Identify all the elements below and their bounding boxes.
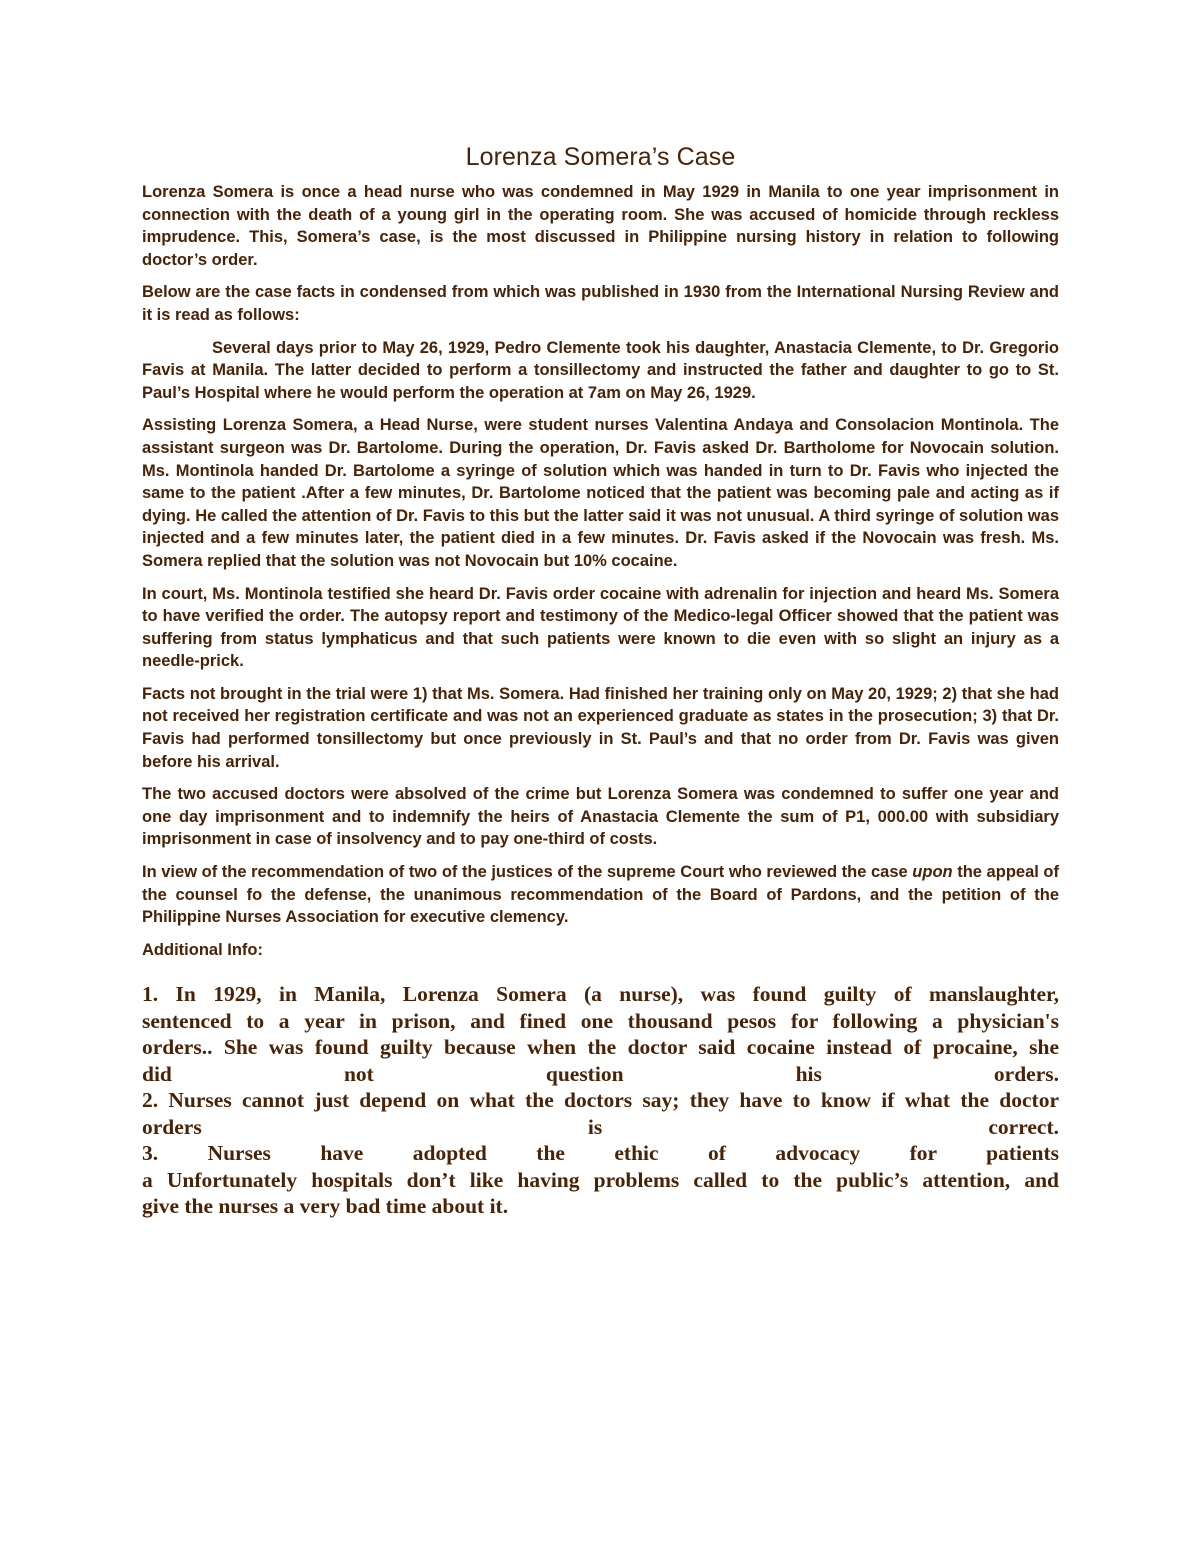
additional-line-5: 2. Nurses cannot just depend on what the doctors say; they have to know if what the doctor <box>142 1088 1059 1113</box>
paragraph-intro: Lorenza Somera is once a head nurse who was condemned in May 1929 in Manila to one year imprisonment in connection with the death of a young girl in the operating room. She was accused of homicide through reckless imprudence. This, Somera’s case, is the most discussed in Philippine nursing history in relation to following doctor’s order. <box>142 183 1059 269</box>
paragraph-case-facts-intro: Below are the case facts in condensed from which was published in 1930 from the International Nursing Review and it is read as follows: <box>142 283 1059 324</box>
clemency-text-after: the appeal of the counsel fo the defense, the unanimous recommendation of the Board of Pardons, and the petition of the Philippine Nurses Association for executive clemency. <box>142 863 1059 927</box>
paragraph-facts-not-brought: Facts not brought in the trial were 1) that Ms. Somera. Had finished her training only on May 20, 1929; 2) that she had not received her registration certificate and was not an experienced graduate as states in the prosecution; 3) that Dr. Favis had performed tonsillectomy but once previously in St. Paul’s and that no order from Dr. Favis was given before his arrival. <box>142 684 1059 771</box>
additional-line-9: give the nurses a very bad time about it. <box>142 1194 509 1219</box>
paragraph-background: Several days prior to May 26, 1929, Pedro Clemente took his daughter, Anastacia Clemente, to Dr. Gregorio Favis at Manila. The latter decided to perform a tonsillectomy and instructed the father and daughter to go to St. Paul’s Hospital where he would perform the operation at 7am on May 26, 1929. <box>142 338 1059 402</box>
paragraph-court: In court, Ms. Montinola testified she heard Dr. Favis order cocaine with adrenalin for injection and heard Ms. Somera to have verified the order. The autopsy report and testimony of the Medico-legal Officer showed that the patient was suffering from status lymphaticus and that such patients were known to die even with so slight an injury as a needle-prick. <box>142 584 1059 671</box>
additional-line-8: a Unfortunately hospitals don’t like having problems called to the public’s attention, and <box>142 1167 1059 1192</box>
page-title: Lorenza Somera’s Case <box>465 143 736 171</box>
additional-line-3: orders.. She was found guilty because when the doctor said cocaine instead of procaine, she <box>142 1035 1059 1060</box>
clemency-text-before: In view of the recommendation of two of the justices of the supreme Court who reviewed the case <box>142 863 913 882</box>
paragraph-operation: Assisting Lorenza Somera, a Head Nurse, were student nurses Valentina Andaya and Consolacion Montinola. The assistant surgeon was Dr. Bartolome. During the operation, Dr. Favis asked Dr. Bartholome for Novocain solution. Ms. Montinola handed Dr. Bartolome a syringe of solution which was handed in turn to Dr. Favis who injected the same to the patient .After a few minutes, Dr. Bartolome noticed that the patient was becoming pale and acting as if dying. He called the attention of Dr. Favis to this but the latter said it was not unusual. A third syringe of solution was injected and a few minutes later, the patient died in a few minutes. Dr. Favis asked if the Novocain was fresh. Ms. Somera replied that the solution was not Novocain but 10% cocaine. <box>142 416 1059 570</box>
additional-info-label: Additional Info: <box>142 940 263 959</box>
clemency-emphasis: upon <box>912 863 953 882</box>
additional-info-list <box>142 981 1059 1220</box>
additional-line-7: 3. Nurses have adopted the ethic of advocacy for patients <box>142 1141 1059 1166</box>
paragraph-clemency <box>142 861 1059 929</box>
paragraph-verdict: The two accused doctors were absolved of the crime but Lorenza Somera was condemned to suffer one year and one day imprisonment and to indemnify the heirs of Anastacia Clemente the sum of P1, 000.00 with subsidiary imprisonment in case of insolvency and to pay one-third of costs. <box>142 785 1059 849</box>
additional-line-6: orders is correct. <box>142 1114 1059 1139</box>
additional-line-4: did not question his orders. <box>142 1061 1059 1086</box>
additional-line-1: 1. In 1929, in Manila, Lorenza Somera (a nurse), was found guilty of manslaughter, <box>142 982 1059 1007</box>
additional-line-2: sentenced to a year in prison, and fined one thousand pesos for following a physician's <box>142 1008 1059 1033</box>
document-page <box>142 142 1059 1220</box>
